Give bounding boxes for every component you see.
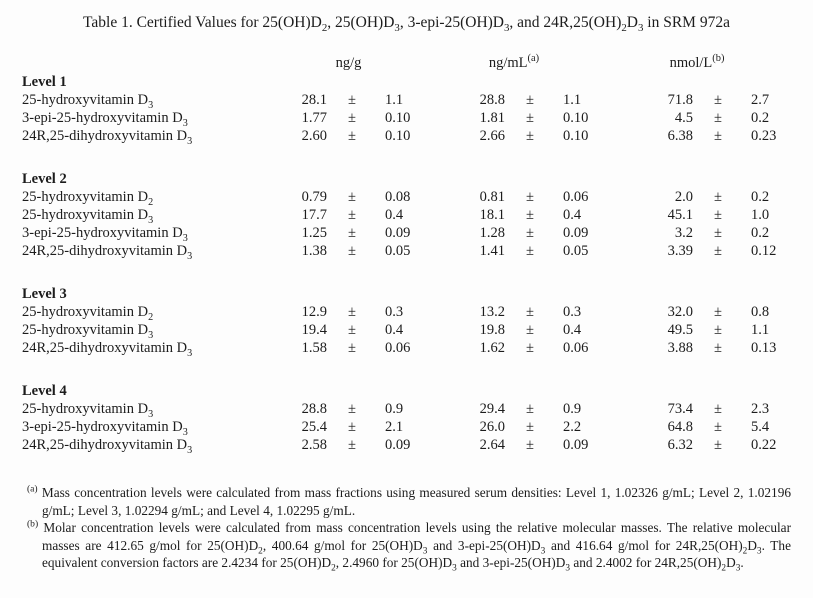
plus-minus-ng-ml: ± [526,92,534,108]
plus-minus-ng-g: ± [348,437,356,453]
table-row [22,339,791,357]
footnote-a [22,484,791,519]
uncertainty-nmol-l: 0.23 [751,128,777,144]
value-ng-g: 2.60 [301,128,327,144]
uncertainty-ng-ml: 0.09 [563,225,589,241]
plus-minus-nmol-l: ± [714,304,722,320]
uncertainty-ng-g: 2.1 [385,419,404,435]
plus-minus-ng-g: ± [348,243,356,259]
plus-minus-ng-g: ± [348,322,356,338]
analyte-name: 24R,25-dihydroxyvitamin $D_3$ [22,243,193,262]
unit-label-nmol-l: nmol/L [669,55,713,71]
value-nmol-l: 32.0 [667,304,693,320]
table-row [22,321,791,339]
value-nmol-l: 71.8 [667,92,693,108]
plus-minus-nmol-l: ± [714,128,722,144]
uncertainty-ng-g: 0.05 [385,243,411,259]
value-nmol-l: 3.2 [674,225,693,241]
level-name: Level 4 [22,383,67,399]
value-ng-ml: 1.62 [479,340,505,356]
analyte-name: 25-hydroxyvitamin $D_3$ [22,207,154,226]
uncertainty-ng-ml: 0.06 [563,189,589,205]
uncertainty-ng-ml: 0.10 [563,128,589,144]
uncertainty-ng-g: 0.4 [385,207,404,223]
table-row [22,127,791,145]
value-ng-ml: 13.2 [479,304,505,320]
uncertainty-ng-ml: 0.09 [563,437,589,453]
analyte-name: 3-epi-25-hydroxyvitamin $D_3$ [22,225,188,244]
uncertainty-nmol-l: 0.22 [751,437,777,453]
value-ng-ml: 1.41 [479,243,505,259]
footnote-b [22,519,791,572]
table-title: Table 1. Certified Values for $25(OH)D_2$, $25(OH)D_3$, $3-epi-25(OH)D_3$, and $24R,25(OH)_2D_3$ in SRM 972a [83,14,730,35]
value-ng-g: 28.8 [301,401,327,417]
plus-minus-ng-g: ± [348,128,356,144]
plus-minus-nmol-l: ± [714,207,722,223]
analyte-name: 25-hydroxyvitamin $D_2$ [22,189,154,208]
level-block [22,382,791,454]
level-rows [22,91,791,145]
plus-minus-nmol-l: ± [714,110,722,126]
plus-minus-nmol-l: ± [714,92,722,108]
analyte-name: 3-epi-25-hydroxyvitamin $D_3$ [22,419,188,438]
level-block [22,285,791,357]
level-name: Level 2 [22,171,67,187]
plus-minus-ng-ml: ± [526,225,534,241]
plus-minus-nmol-l: ± [714,243,722,259]
uncertainty-ng-g: 0.09 [385,225,411,241]
uncertainty-ng-ml: 0.05 [563,243,589,259]
value-ng-g: 17.7 [301,207,327,223]
uncertainty-nmol-l: 0.13 [751,340,777,356]
value-ng-g: 1.77 [301,110,327,126]
table-row [22,303,791,321]
table-row [22,206,791,224]
plus-minus-nmol-l: ± [714,189,722,205]
unit-header-ng-g [272,54,425,72]
uncertainty-nmol-l: 0.2 [751,189,770,205]
uncertainty-ng-ml: 0.06 [563,340,589,356]
plus-minus-ng-ml: ± [526,304,534,320]
value-nmol-l: 3.39 [667,243,693,259]
units-header-row [22,54,791,72]
uncertainty-nmol-l: 1.1 [751,322,770,338]
value-nmol-l: 3.88 [667,340,693,356]
analyte-name: 25-hydroxyvitamin $D_3$ [22,322,154,341]
value-ng-g: 28.1 [301,92,327,108]
plus-minus-ng-g: ± [348,340,356,356]
value-ng-ml: 2.66 [479,128,505,144]
plus-minus-ng-ml: ± [526,110,534,126]
footnotes [22,484,791,572]
value-ng-g: 19.4 [301,322,327,338]
uncertainty-nmol-l: 1.0 [751,207,770,223]
uncertainty-nmol-l: 0.8 [751,304,770,320]
analyte-name: 24R,25-dihydroxyvitamin $D_3$ [22,340,193,359]
table-row [22,436,791,454]
uncertainty-ng-g: 0.06 [385,340,411,356]
plus-minus-ng-ml: ± [526,243,534,259]
analyte-name: 24R,25-dihydroxyvitamin $D_3$ [22,437,193,456]
uncertainty-ng-g: 0.10 [385,128,411,144]
value-ng-g: 12.9 [301,304,327,320]
value-nmol-l: 73.4 [667,401,693,417]
value-ng-ml: 28.8 [479,92,505,108]
level-name: Level 1 [22,74,67,90]
value-nmol-l: 6.38 [667,128,693,144]
unit-label-ng-g: ng/g [335,55,362,71]
uncertainty-nmol-l: 0.2 [751,225,770,241]
value-ng-ml: 18.1 [479,207,505,223]
uncertainty-nmol-l: 2.7 [751,92,770,108]
uncertainty-nmol-l: 0.2 [751,110,770,126]
value-nmol-l: 49.5 [667,322,693,338]
analyte-name: 25-hydroxyvitamin $D_2$ [22,304,154,323]
value-ng-g: 1.58 [301,340,327,356]
uncertainty-ng-ml: 0.10 [563,110,589,126]
plus-minus-nmol-l: ± [714,322,722,338]
table-body [22,73,791,454]
plus-minus-ng-g: ± [348,401,356,417]
value-ng-g: 2.58 [301,437,327,453]
value-ng-g: 25.4 [301,419,327,435]
plus-minus-nmol-l: ± [714,401,722,417]
value-ng-g: 1.25 [301,225,327,241]
plus-minus-ng-g: ± [348,419,356,435]
uncertainty-ng-ml: 0.4 [563,207,582,223]
table-row [22,400,791,418]
value-ng-ml: 2.64 [479,437,505,453]
plus-minus-nmol-l: ± [714,419,722,435]
value-nmol-l: 64.8 [667,419,693,435]
unit-superscript-nmol-l: (b) [712,53,725,65]
uncertainty-ng-g: 1.1 [385,92,404,108]
plus-minus-ng-ml: ± [526,340,534,356]
plus-minus-ng-ml: ± [526,401,534,417]
plus-minus-nmol-l: ± [714,340,722,356]
value-ng-ml: 1.81 [479,110,505,126]
level-rows [22,303,791,357]
value-nmol-l: 4.5 [674,110,693,126]
unit-header-ng-ml [425,54,603,72]
plus-minus-ng-g: ± [348,225,356,241]
value-nmol-l: 6.32 [667,437,693,453]
plus-minus-ng-ml: ± [526,189,534,205]
plus-minus-ng-g: ± [348,110,356,126]
plus-minus-ng-ml: ± [526,322,534,338]
table-row [22,242,791,260]
plus-minus-ng-g: ± [348,92,356,108]
plus-minus-ng-g: ± [348,189,356,205]
footnote-b-text: Molar concentration levels were calculated from mass concentration levels using the relative molecular masses. The relative molecular masses are 412.65 g/mol for $25(OH)D_2$, 400.64 g/mol for $25(OH)D_3$ and $3-epi-25(OH)D_3$ and 416.64 g/mol for $24R,25(OH)_2D_3$. The equivalent conversion factors are 2.4234 for $25(OH)D_2$, 2.4960 for $25(OH)D_3$ and $3-epi-25(OH)D_3$ and 2.4002 for $24R,25(OH)_2D_3$. [42,520,791,574]
uncertainty-ng-ml: 1.1 [563,92,582,108]
analyte-name: 24R,25-dihydroxyvitamin $D_3$ [22,128,193,147]
value-nmol-l: 45.1 [667,207,693,223]
plus-minus-ng-ml: ± [526,419,534,435]
value-ng-g: 0.79 [301,189,327,205]
plus-minus-ng-ml: ± [526,207,534,223]
table-row [22,188,791,206]
table-row [22,109,791,127]
level-rows [22,188,791,260]
value-ng-ml: 29.4 [479,401,505,417]
plus-minus-ng-g: ± [348,304,356,320]
uncertainty-ng-g: 0.09 [385,437,411,453]
value-ng-ml: 19.8 [479,322,505,338]
uncertainty-ng-ml: 0.3 [563,304,582,320]
uncertainty-nmol-l: 0.12 [751,243,777,259]
value-ng-ml: 0.81 [479,189,505,205]
level-rows [22,400,791,454]
level-block [22,170,791,260]
uncertainty-ng-ml: 2.2 [563,419,582,435]
table-row [22,224,791,242]
analyte-name: 3-epi-25-hydroxyvitamin $D_3$ [22,110,188,129]
uncertainty-nmol-l: 5.4 [751,419,770,435]
value-ng-ml: 26.0 [479,419,505,435]
footnote-a-marker: (a) [27,483,38,495]
plus-minus-nmol-l: ± [714,225,722,241]
analyte-name: 25-hydroxyvitamin $D_3$ [22,92,154,111]
footnote-b-marker: (b) [27,518,39,530]
level-block [22,73,791,145]
uncertainty-ng-ml: 0.4 [563,322,582,338]
plus-minus-ng-ml: ± [526,437,534,453]
value-nmol-l: 2.0 [674,189,693,205]
value-ng-g: 1.38 [301,243,327,259]
footnote-a-text: Mass concentration levels were calculated from mass fractions using measured serum densities: Level 1, 1.02326 g/mL; Level 2, 1.02196 g/mL; Level 3, 1.02294 g/mL; and Level 4, 1.02295 g/mL. [41,485,791,518]
uncertainty-ng-g: 0.08 [385,189,411,205]
unit-superscript-ng-ml: (a) [527,53,540,65]
uncertainty-nmol-l: 2.3 [751,401,770,417]
plus-minus-nmol-l: ± [714,437,722,453]
uncertainty-ng-g: 0.4 [385,322,404,338]
plus-minus-ng-ml: ± [526,128,534,144]
table-row [22,418,791,436]
uncertainty-ng-g: 0.3 [385,304,404,320]
unit-label-ng-ml: ng/mL [488,55,528,71]
plus-minus-ng-g: ± [348,207,356,223]
uncertainty-ng-ml: 0.9 [563,401,582,417]
analyte-name: 25-hydroxyvitamin $D_3$ [22,401,154,420]
uncertainty-ng-g: 0.10 [385,110,411,126]
unit-header-nmol-l [603,54,791,72]
level-name: Level 3 [22,286,67,302]
value-ng-ml: 1.28 [479,225,505,241]
uncertainty-ng-g: 0.9 [385,401,404,417]
table-row [22,91,791,109]
